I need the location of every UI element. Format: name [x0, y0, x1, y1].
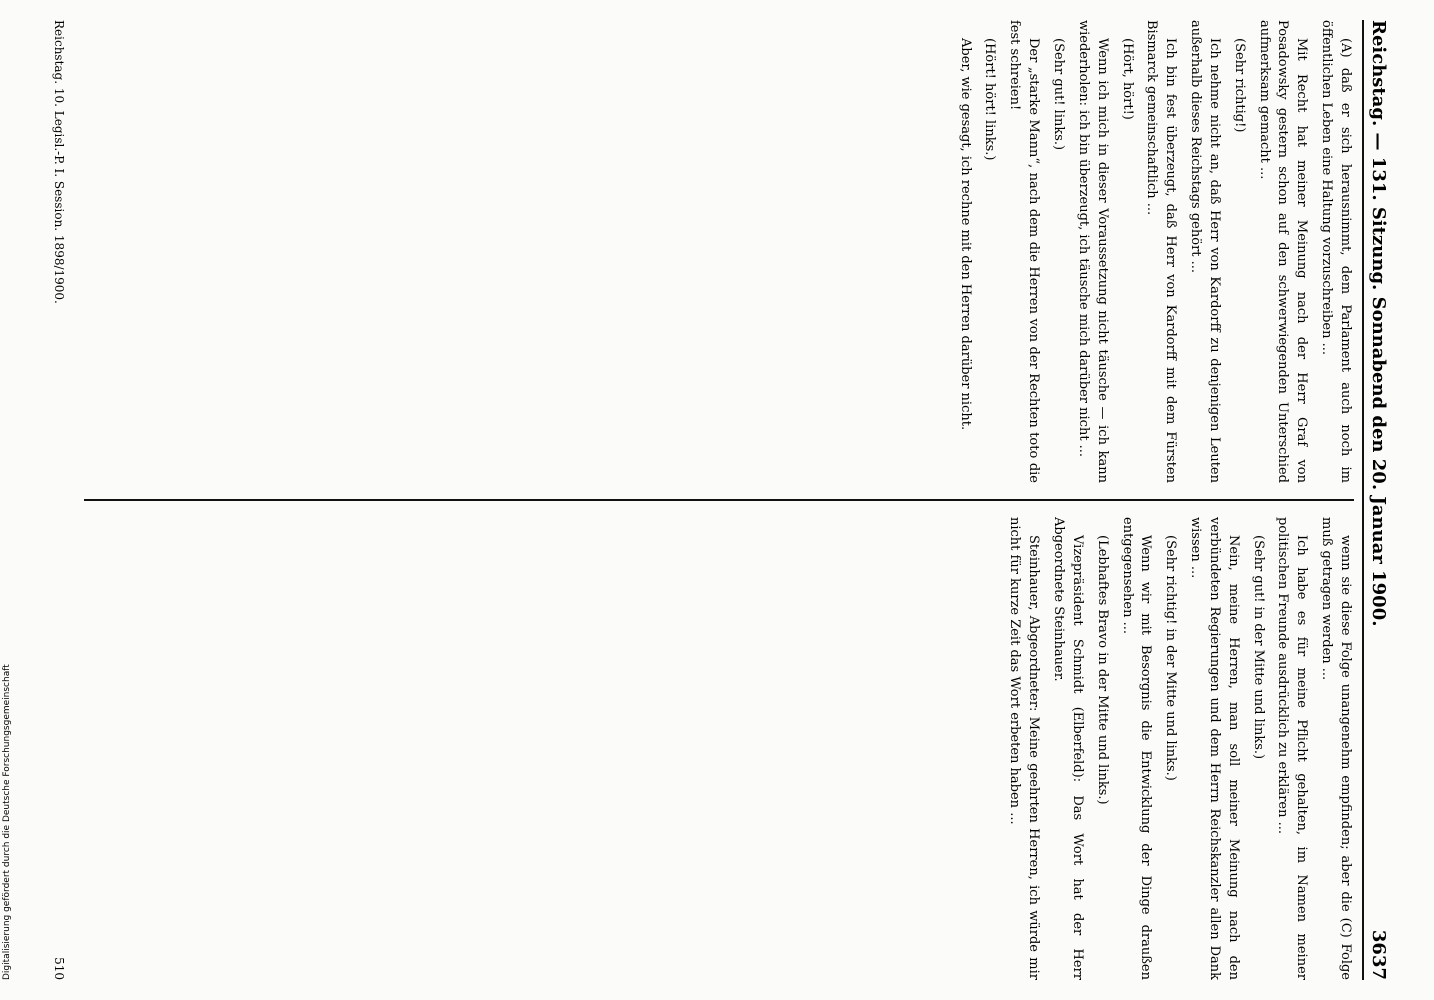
column-left [84, 20, 1354, 483]
header-title: Reichstag. — 131. Sitzung. Sonnabend den 20. Januar 1900. [1368, 20, 1390, 627]
paragraph: Aber, wie gesagt, ich rechne mit den Herren darüber nicht. [957, 38, 973, 431]
paragraph: Vizepräsident Schmidt (Elberfeld): Das Wort hat der Herr Abgeordnete Steinhauer. [1051, 517, 1085, 980]
rotated-content [44, 20, 1394, 980]
paragraph: (Hört, hört!) [1119, 38, 1135, 120]
paragraph: (Sehr gut! links.) [1051, 38, 1067, 151]
paragraph: (A) daß er sich herausnimmt, dem Parlament auch noch im öffentlichen Leben eine Haltung vorzuschreiben ... [1319, 20, 1353, 483]
column-right [84, 517, 1354, 980]
footer-number: 510 [52, 957, 66, 980]
page-number: 3637 [1368, 929, 1390, 980]
paragraph: Der „starke Mann“, nach dem die Herren von der Rechten toto die fest schreien! [1007, 20, 1042, 483]
paragraph: Mit Recht hat meiner Meinung nach der Herr Graf von Posadowsky gestern schon auf den schwerwiegenden Unterschied aufmerksam gemacht ... [1256, 20, 1310, 483]
column-divider [84, 499, 1354, 501]
paragraph: Ich bin fest überzeugt, daß Herr von Kardorff mit dem Fürsten Bismarck gemeinschaftlich ... [1144, 20, 1179, 483]
paragraph: Ich habe es für meine Pflicht gehalten, im Namen meiner politischen Freunde ausdrücklich zu erklären ... [1275, 517, 1310, 980]
dfg-side-note [2, 10, 16, 990]
paragraph: wenn sie diese Folge unangenehm empfinden; aber die (C) Folge muß getragen werden ... [1319, 517, 1353, 980]
footer-source: Reichstag. 10. Legisl.-P. I. Session. 1898/1900. [52, 20, 66, 304]
paragraph: (Lebhaftes Bravo in der Mitte und links.) [1094, 535, 1110, 805]
paragraph: (Sehr gut! in der Mitte und links.) [1250, 535, 1266, 760]
paragraph: Steinhauer, Abgeordneter: Meine geehrten Herren, ich würde mir nicht für kurze Zeit das Wort erbeten haben ... [1007, 517, 1042, 980]
page-header [1362, 20, 1394, 980]
paragraph: Ich nehme nicht an, daß Herr von Kardorff zu denjenigen Leuten außerhalb dieses Reichstags gehört ... [1188, 20, 1222, 483]
page-footer [44, 20, 74, 980]
paragraph: (Hört! hört! links.) [982, 38, 998, 161]
columns [84, 20, 1354, 980]
paragraph: Nein, meine Herren, man soll meiner Meinung nach den verbündeten Regierungen und dem Herrn Reichskanzler allen Dank wissen ... [1188, 517, 1241, 980]
paragraph: (Sehr richtig! in der Mitte und links.) [1163, 535, 1179, 781]
paragraph: Wenn wir mit Besorgnis die Entwicklung der Dinge draußen entgegensehen ... [1119, 517, 1154, 980]
paragraph: Wenn ich mich in dieser Voraussetzung nicht täusche — ich kann wiederholen: ich bin überzeugt, ich täusche mich darüber nicht ... [1075, 20, 1110, 483]
dfg-text: Digitalisierung gefördert durch die Deutsche Forschungsgemeinschaft [2, 664, 12, 980]
paragraph: (Sehr richtig!) [1231, 38, 1247, 133]
